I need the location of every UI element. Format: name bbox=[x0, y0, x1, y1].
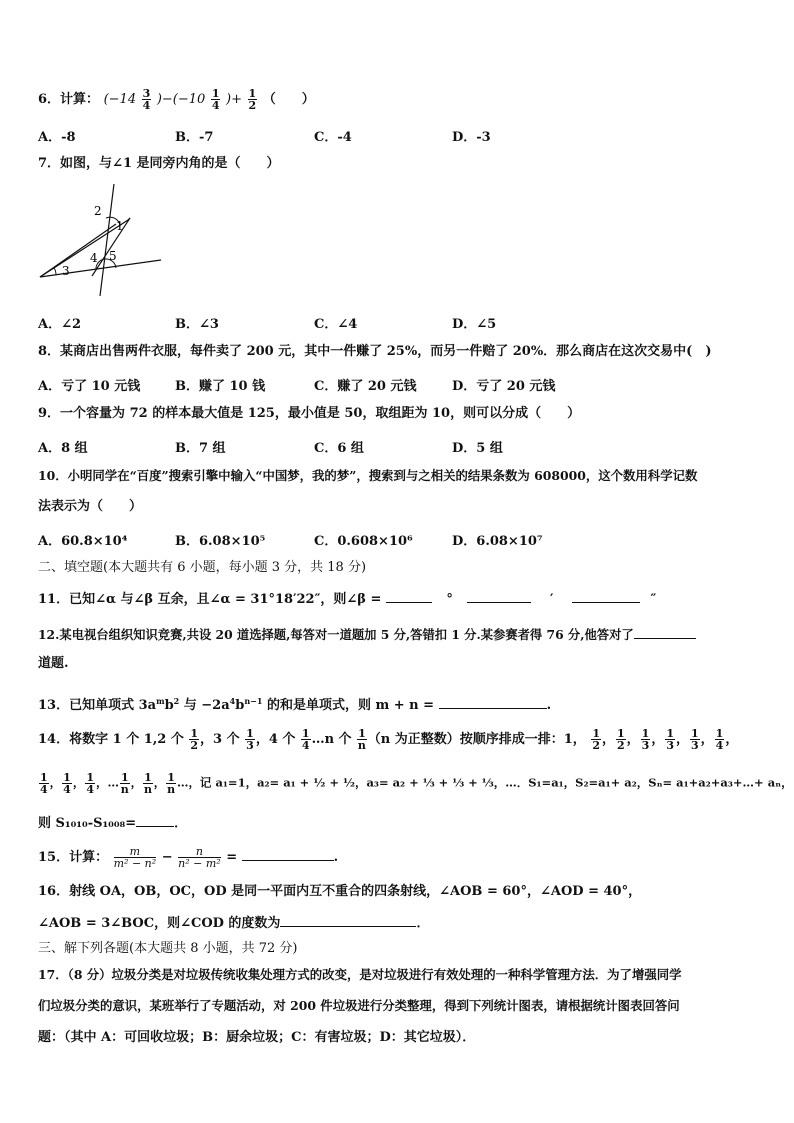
q6-option-c: C．-4 bbox=[314, 130, 352, 145]
q6-option-a: A．-8 bbox=[38, 130, 76, 145]
q12-text: 12.某电视台组织知识竞赛,共设 20 道选择题,每答对一道题加 5 分,答错扣 1 分.某参赛者得 76 分,他答对了 bbox=[38, 627, 634, 642]
q7-option-a: A．∠2 bbox=[38, 317, 82, 332]
question-14-line-3: 则 S₁₀₁₀-S₁₀₀₈= ． bbox=[38, 816, 188, 831]
question-14-line-1: 14．将数字 1 个 1,2 个 $\frac{1}{2}$ ，3 个 $\frac{1}{3}$ ，4 个 $\frac{1}{4}$ …n 个 $\frac{1}{n}$ （n 为正整数）按顺序排成一排：1， $\frac{1}{2}$ ， $\frac{1}{2}$ ， $\frac{1}{3}$ ， $\frac{1}{3}$ ， $\frac{1}{3}$ ， $\frac{1}{4}$ ， bbox=[38, 727, 739, 752]
q9-option-a: A．8 组 bbox=[38, 441, 88, 456]
q8-option-c: C．赚了 20 元钱 bbox=[314, 379, 417, 394]
q6-option-b: B．-7 bbox=[175, 130, 214, 145]
question-10-line-1: 10．小明同学在“百度”搜索引擎中输入“中国梦，我的梦”，搜索到与之相关的结果条数为 608000，这个数用科学记数 bbox=[38, 468, 698, 483]
q8-option-d: D．亏了 20 元钱 bbox=[452, 379, 556, 394]
question-13: 13．已知单项式 $3a^mb^2$ 与 $-2a^4b^{n-1}$ 的和是单项式，则 m + n = . bbox=[38, 696, 552, 713]
question-7: 7．如图，与∠1 是同旁内角的是（ ） bbox=[38, 156, 280, 171]
q6-answer-paren: （ ） bbox=[262, 92, 315, 107]
q6-frac-b: $\frac{1}{4}$ bbox=[211, 87, 220, 112]
q7-option-c: C．∠4 bbox=[314, 317, 358, 332]
q10-option-a: A．60.8×10⁴ bbox=[38, 534, 128, 549]
question-8: 8．某商店出售两件衣服，每件卖了 200 元，其中一件赚了 25%，而另一件赔了 20%．那么商店在这次交易中( ) bbox=[38, 344, 712, 359]
q7-angle-figure bbox=[36, 180, 166, 300]
q9-option-b: B．7 组 bbox=[175, 441, 226, 456]
q10-option-c: C．0.608×10⁶ bbox=[314, 534, 413, 549]
q7-label-5: 5 bbox=[109, 249, 117, 263]
q7-label-3: 3 bbox=[62, 264, 70, 278]
q13-blank bbox=[439, 696, 547, 709]
question-12-line-2: 道题. bbox=[38, 656, 69, 671]
q6-frac-c: $\frac{1}{2}$ bbox=[248, 87, 257, 112]
question-16-line-1: 16．射线 OA，OB，OC，OD 是同一平面内互不重合的四条射线，∠AOB = 60°，∠AOD = 40°， bbox=[38, 884, 642, 899]
q10-option-d: D．6.08×10⁷ bbox=[452, 534, 543, 549]
q15-blank bbox=[242, 848, 334, 861]
question-15: 15．计算： $\frac{m}{\text{m² − n²}}$ − $\frac{n}{\text{n² − m²}}$ = . bbox=[38, 845, 339, 870]
q6-expr-plus: )+ bbox=[226, 92, 242, 107]
q9-option-c: C．6 组 bbox=[314, 441, 364, 456]
q11-blank-sec bbox=[572, 590, 640, 603]
q6-frac-a: $\frac{3}{4}$ bbox=[142, 87, 151, 112]
q7-option-b: B．∠3 bbox=[175, 317, 219, 332]
q6-expr-mid: )−(−10 bbox=[156, 92, 206, 107]
q11-blank-min bbox=[467, 590, 531, 603]
q8-option-b: B．赚了 10 钱 bbox=[175, 379, 266, 394]
section-3-heading: 三、解下列各题(本大题共 8 小题，共 72 分) bbox=[38, 941, 298, 956]
q11-text: 11．已知∠α 与∠β 互余，且∠α = 31°18′22″，则∠β = bbox=[38, 592, 386, 607]
q11-min-mark: ′ bbox=[549, 592, 554, 607]
question-14-line-2: $\frac{1}{4}$ ， $\frac{1}{4}$ ， $\frac{1}{4}$ ，… $\frac{1}{n}$ ， $\frac{1}{n}$ ， $\frac{1}{n}$ …，记 a₁=1，a₂= a₁ + ½ + ½，a₃= a₂ + ⅓ + ⅓ + ⅓，…．S₁=a₁，S₂=a₁+ a₂，Sₙ= a₁+a₂+a₃+…+ aₙ， bbox=[40, 771, 793, 796]
question-17-line-1: 17．（8 分）垃圾分类是对垃圾传统收集处理方式的改变，是对垃圾进行有效处理的一种科学管理方法．为了增强同学 bbox=[38, 967, 682, 982]
question-10-line-2: 法表示为（ ） bbox=[38, 499, 143, 514]
q7-label-2: 2 bbox=[94, 204, 102, 218]
q6-option-d: D．-3 bbox=[452, 130, 491, 145]
q7-label-1: 1 bbox=[116, 219, 124, 233]
q11-deg-mark: ° bbox=[446, 592, 453, 607]
q11-sec-mark: ″ bbox=[650, 592, 657, 607]
question-6 bbox=[38, 88, 315, 111]
q6-prefix: 6．计算： bbox=[38, 92, 100, 107]
q10-option-b: B．6.08×10⁵ bbox=[175, 534, 266, 549]
question-16-line-2: ∠AOB = 3∠BOC，则∠COD 的度数为 ． bbox=[38, 916, 430, 931]
question-11 bbox=[38, 590, 656, 608]
q7-line-transversal bbox=[100, 184, 114, 296]
question-12-line-1 bbox=[38, 626, 696, 643]
section-2-heading: 二、填空题(本大题共有 6 小题，每小题 3 分，共 18 分) bbox=[38, 560, 367, 575]
q6-expr-a: (−14 bbox=[103, 92, 137, 107]
q14-blank bbox=[136, 814, 174, 827]
question-17-line-3: 题：（其中 A：可回收垃圾；B：厨余垃圾；C：有害垃圾；D：其它垃圾）． bbox=[38, 1030, 476, 1045]
q7-label-4: 4 bbox=[90, 251, 98, 265]
q16-blank bbox=[280, 914, 416, 927]
q12-blank bbox=[634, 626, 696, 639]
q11-blank-deg bbox=[386, 590, 432, 603]
q7-option-d: D．∠5 bbox=[452, 317, 497, 332]
q9-option-d: D．5 组 bbox=[452, 441, 503, 456]
question-17-line-2: 们垃圾分类的意识，某班举行了专题活动，对 200 件垃圾进行分类整理，得到下列统计图表，请根据统计图表回答问 bbox=[38, 998, 680, 1013]
q8-option-a: A．亏了 10 元钱 bbox=[38, 379, 141, 394]
question-9: 9．一个容量为 72 的样本最大值是 125，最小值是 50，取组距为 10，则可以分成（ ） bbox=[38, 406, 581, 421]
